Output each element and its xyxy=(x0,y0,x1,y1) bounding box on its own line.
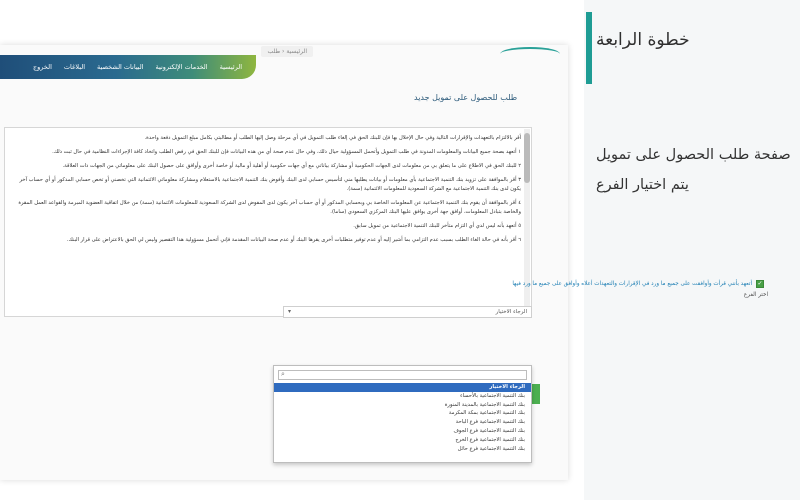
agree-row[interactable] xyxy=(512,280,764,288)
term-item: ٦ أقر بأنه في حالة الغاء الطلب بسبب عدم التزامي بما أشير إليه أو عدم توفير متطلبات أخرى يقرها البنك أو عدم صحة البيانات المقدمة فإني أتحمل مسؤولية هذا التقصير وليس لي الحق بالاعتراض على قرار البنك. xyxy=(66,237,521,243)
dropdown-option[interactable]: بنك التنمية الاجتماعية فرع حائل xyxy=(457,445,525,452)
step-desc-line-1: صفحة طلب الحصول على تمويل xyxy=(596,147,791,163)
search-icon: ⌕ xyxy=(281,370,285,378)
dropdown-option[interactable]: بنك التنمية الاجتماعية بالأحساء xyxy=(460,392,525,399)
dropdown-option[interactable]: بنك التنمية الاجتماعية بالمدينة المنورة xyxy=(444,401,525,408)
step-description xyxy=(596,140,800,200)
breadcrumb[interactable]: الرئيسية ‹ طلب xyxy=(261,46,313,57)
accent-bar xyxy=(586,12,592,84)
logo-curve xyxy=(500,47,560,61)
agree-checkbox[interactable]: ✓ xyxy=(757,280,763,287)
term-item: ٢ للبنك الحق في الاطلاع على ما يتعلق بي من معلومات لدى الجهات الحكومية أو مشاركة بياناتي مع أي جهات حكومية أو أهلية أو مالية أو خاصة أخرى وأوافق على حصول البنك على معلوماتي من الجهات ذات العلاقة. xyxy=(62,163,521,169)
page-title: طلب للحصول على تمويل جديد xyxy=(414,93,518,102)
nav-personal-data[interactable]: البيانات الشخصية xyxy=(97,63,144,71)
dropdown-option[interactable]: الرجاء الاختيار xyxy=(274,383,531,392)
nav-logout[interactable]: الخروج xyxy=(32,63,52,71)
article-panel xyxy=(584,0,800,500)
nav-reports[interactable]: البلاغات xyxy=(63,63,85,71)
term-item: ٣ أقر بالموافقة على تزويد بنك التنمية الاجتماعية بأي معلومات أو بيانات يطلبها مني لتأسيس حسابي لدى البنك وأفوض بنك التنمية الاجتماعية بالاستعلام ومشاركة معلوماتي الائتمانية التي تخصني أو تخص حسابي المذكور أو أي حساب آخر يكون لدى بنك التنمية الاجتماعية مع الشركة السعودية للمعلومات الائتمانية (سمة). xyxy=(19,177,521,192)
dropdown-option[interactable]: بنك التنمية الاجتماعية فرع الخرج xyxy=(455,436,525,443)
scroll-thumb[interactable] xyxy=(524,133,530,183)
submit-button[interactable] xyxy=(532,384,540,404)
term-intro: أقر بالالتزام بالتعهدات والإقرارات التالية وفي حال الإخلال بها فإن للبنك الحق في إلغاء طلب التمويل في أي مرحلة وصل إليها الطلب أو مطالبتي بكامل مبلغ التمويل دفعة واحدة. xyxy=(144,135,521,141)
branch-select[interactable] xyxy=(283,306,532,318)
nav-home[interactable]: الرئيسية xyxy=(219,63,242,71)
term-item: ٤ أقر بالموافقة أن يقوم بنك التنمية الاجتماعية عن المعلومات الخاصة بي وبحسابي المذكور أو أي حساب آخر يكون لدى المفوض لدى الشركة السعودية للمعلومات الائتمانية (سمة) من خلال اتفاقية العضوية المبرمة والقواعد العمل المقرة والخاصة بتبادل المعلومات، أوافق جهة أخرى يوافق عليها البنك المركزي السعودي (ساما). xyxy=(18,200,521,215)
branch-label: اختر الفرع xyxy=(743,292,768,298)
dropdown-option[interactable]: بنك التنمية الاجتماعية بمكة المكرمة xyxy=(448,410,525,417)
agree-text: أتعهد بأنني قرأت وأوافقت على جميع ما ورد في الإقرارات والتعهدات أعلاه وأوافق على جميع ما ورد فيها xyxy=(512,281,752,287)
terms-box xyxy=(4,127,532,317)
dropdown-option[interactable]: بنك التنمية الاجتماعية فرع الجوف xyxy=(453,427,525,434)
dropdown-option[interactable]: بنك التنمية الاجتماعية فرع الباحة xyxy=(455,419,525,426)
step-title: خطوة الرابعة xyxy=(596,30,690,50)
term-item: ١ أتعهد بصحة جميع البيانات والمعلومات المدونة في طلب التمويل وأتحمل المسؤولية حيال ذلك، وفي حال عدم صحة أي من هذه البيانات فإن للبنك الحق في رفض الطلب واتخاذ كافة الإجراءات النظامية في حال ثبت ذلك. xyxy=(52,149,521,155)
branch-select-value: الرجاء الاختيار xyxy=(495,309,527,315)
nav-e-services[interactable]: الخدمات الإلكترونية xyxy=(155,63,208,71)
term-item: ٥ أتعهد بأنه ليس لدي أي التزام متأخر للبنك التنمية الاجتماعية من تمويل سابق. xyxy=(353,223,521,229)
step-desc-line-2: يتم اختيار الفرع xyxy=(596,177,689,193)
main-navbar xyxy=(0,55,256,79)
dropdown-search-input[interactable] xyxy=(278,370,527,380)
branch-dropdown xyxy=(273,365,532,463)
chevron-down-icon: ▾ xyxy=(288,308,292,315)
